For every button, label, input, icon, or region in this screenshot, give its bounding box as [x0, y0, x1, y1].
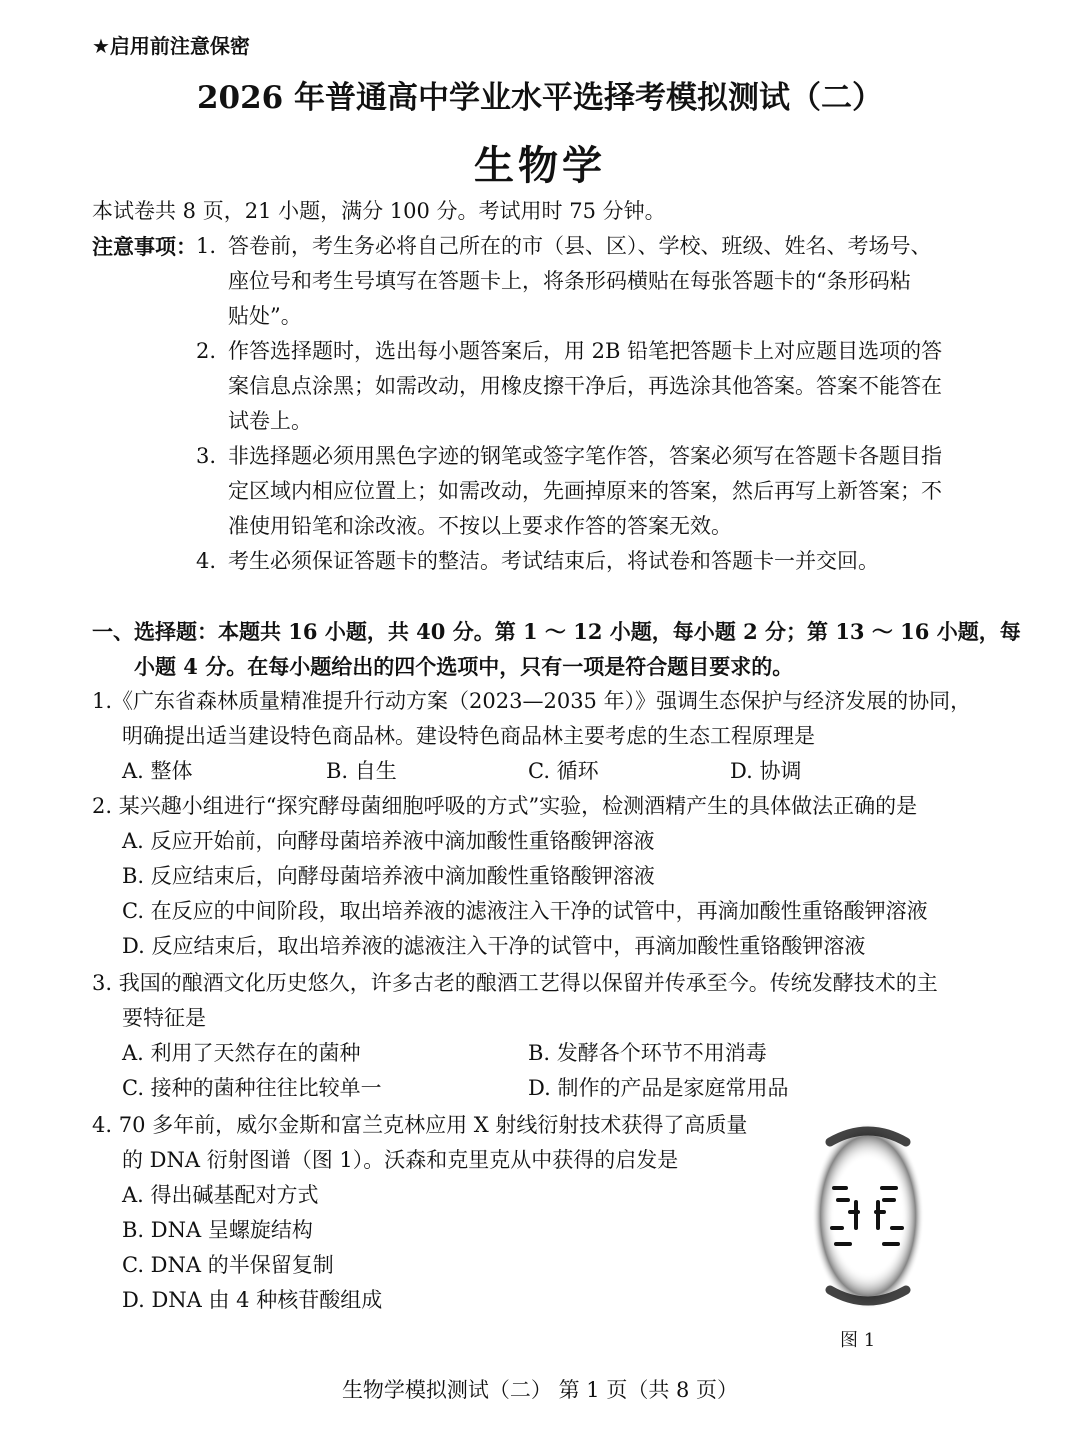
notice-item-4-number: 4. — [196, 549, 217, 573]
question-4-stem: 4. 70 多年前，威尔金斯和富兰克林应用 X 射线衍射技术获得了高质量 — [92, 1113, 748, 1137]
exam-intro: 本试卷共 8 页，21 小题，满分 100 分。考试用时 75 分钟。 — [92, 199, 666, 223]
subject-title: 生物学 — [474, 142, 606, 189]
question-3-stem: 3. 我国的酿酒文化历史悠久，许多古老的酿酒工艺得以保留并传承至今。传统发酵技术的主 — [92, 971, 938, 995]
question-4-option-a[interactable]: A. 得出碱基配对方式 — [122, 1183, 319, 1207]
question-1-stem: 1.《广东省森林质量精准提升行动方案（2023—2035 年）》强调生态保护与经济发展的协同， — [92, 689, 972, 713]
notice-item-3-number: 3. — [196, 444, 217, 468]
notice-item-3-line: 准使用铅笔和涂改液。不按以上要求作答的答案无效。 — [228, 514, 732, 538]
question-4-option-d[interactable]: D. DNA 由 4 种核苷酸组成 — [122, 1288, 383, 1312]
notice-item-1-line: 座位号和考生号填写在答题卡上，将条形码横贴在每张答题卡的“条形码粘 — [228, 269, 911, 293]
notice-item-3-line: 定区域内相应位置上；如需改动，先画掉原来的答案，然后再写上新答案；不 — [228, 479, 942, 503]
notice-label: 注意事项： — [92, 234, 197, 259]
figure-1-caption: 图 1 — [840, 1330, 876, 1351]
notice-item-2-line: 试卷上。 — [228, 409, 312, 433]
question-3-option-c[interactable]: C. 接种的菌种往往比较单一 — [122, 1076, 382, 1100]
notice-item-1-number: 1. — [196, 234, 217, 258]
notice-item-3-line: 非选择题必须用黑色字迹的钢笔或签字笔作答，答案必须写在答题卡各题目指 — [228, 444, 942, 468]
question-1-option-a[interactable]: A. 整体 — [122, 759, 193, 783]
section-1-heading-cont: 小题 4 分。在每小题给出的四个选项中，只有一项是符合题目要求的。 — [134, 654, 794, 679]
exam-title: 2026 年普通高中学业水平选择考模拟测试（二） — [196, 80, 884, 116]
question-1-option-c[interactable]: C. 循环 — [528, 759, 599, 783]
confidential-mark: ★启用前注意保密 — [92, 34, 250, 58]
notice-item-1-line: 答卷前，考生务必将自己所在的市（县、区）、学校、班级、姓名、考场号、 — [228, 234, 932, 258]
question-2-option-d[interactable]: D. 反应结束后，取出培养液的滤液注入干净的试管中，再滴加酸性重铬酸钾溶液 — [122, 934, 866, 958]
page-footer: 生物学模拟测试（二） 第 1 页（共 8 页） — [341, 1378, 739, 1402]
question-4-stem-cont: 的 DNA 衍射图谱（图 1）。沃森和克里克从中获得的启发是 — [122, 1148, 679, 1172]
question-3-option-b[interactable]: B. 发酵各个环节不用消毒 — [528, 1041, 767, 1065]
question-3-stem-cont: 要特征是 — [122, 1006, 206, 1030]
notice-item-4-line: 考生必须保证答题卡的整洁。考试结束后，将试卷和答题卡一并交回。 — [228, 549, 879, 573]
question-2-option-b[interactable]: B. 反应结束后，向酵母菌培养液中滴加酸性重铬酸钾溶液 — [122, 864, 655, 888]
notice-item-2-line: 作答选择题时，选出每小题答案后，用 2B 铅笔把答题卡上对应题目选项的答 — [228, 339, 943, 363]
notice-item-2-number: 2. — [196, 339, 217, 363]
dna-diffraction-figure — [808, 1116, 928, 1316]
question-2-stem: 2. 某兴趣小组进行“探究酵母菌细胞呼吸的方式”实验，检测酒精产生的具体做法正确的是 — [92, 794, 918, 818]
question-4-option-c[interactable]: C. DNA 的半保留复制 — [122, 1253, 334, 1277]
question-1-option-b[interactable]: B. 自生 — [326, 759, 397, 783]
question-4-option-b[interactable]: B. DNA 呈螺旋结构 — [122, 1218, 313, 1242]
section-1-heading: 一、选择题：本题共 16 小题，共 40 分。第 1 ～ 12 小题，每小题 2 分；第 13 ～ 16 小题，每 — [92, 619, 1021, 644]
question-2-option-c[interactable]: C. 在反应的中间阶段，取出培养液的滤液注入干净的试管中，再滴加酸性重铬酸钾溶液 — [122, 899, 928, 923]
question-3-option-d[interactable]: D. 制作的产品是家庭常用品 — [528, 1076, 789, 1100]
question-1-stem-cont: 明确提出适当建设特色商品林。建设特色商品林主要考虑的生态工程原理是 — [122, 724, 815, 748]
notice-item-2-line: 案信息点涂黑；如需改动，用橡皮擦干净后，再选涂其他答案。答案不能答在 — [228, 374, 942, 398]
notice-item-1-line: 贴处”。 — [228, 304, 302, 328]
question-2-option-a[interactable]: A. 反应开始前，向酵母菌培养液中滴加酸性重铬酸钾溶液 — [122, 829, 655, 853]
question-3-option-a[interactable]: A. 利用了天然存在的菌种 — [122, 1041, 361, 1065]
question-1-option-d[interactable]: D. 协调 — [730, 759, 802, 783]
